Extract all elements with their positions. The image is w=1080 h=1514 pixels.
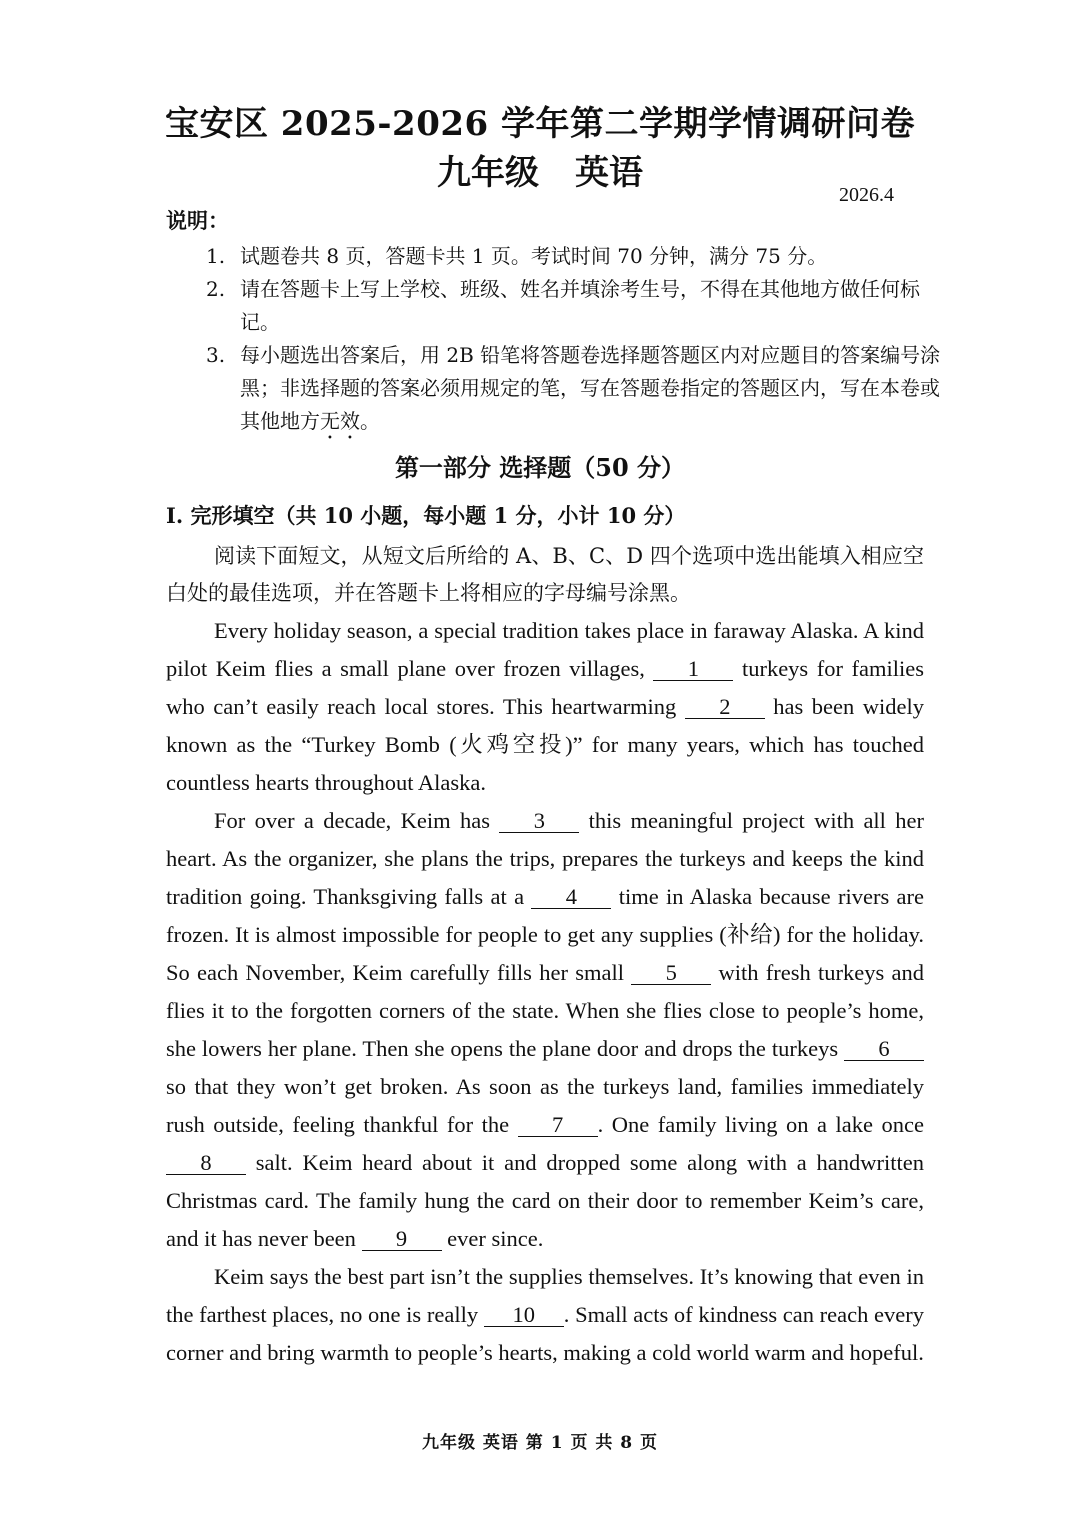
section-title: I. 完形填空（共 10 小题，每小题 1 分，小计 10 分）: [166, 503, 686, 528]
passage-text: For over a decade, Keim has: [214, 808, 500, 833]
passage-text: . Small acts of kindness can reach every corner and bring warmth to people’s hearts, making a cold world warm and hopeful.: [166, 1302, 925, 1365]
note-text: 每小题选出答案后，用 2B 铅笔将答题卷选择题答题区内对应题目的答案编号涂黑；非选择题的答案必须用规定的笔，写在答题卷指定的答题区内，写在本卷或其他地方: [240, 343, 941, 433]
passage-paragraph: [166, 802, 924, 1258]
blank-4: 4: [531, 886, 611, 909]
note-number: 3.: [206, 343, 226, 367]
blank-1: 1: [653, 658, 733, 681]
note-text: 请在答题卡上写上学校、班级、姓名并填涂考生号，不得在其他地方做任何标记。: [240, 277, 920, 334]
page-footer: 九年级 英语 第 1 页 共 8 页: [421, 1433, 659, 1453]
passage-paragraph: [166, 612, 924, 802]
section-instruction: 阅读下面短文，从短文后所给的 A、B、C、D 四个选项中选出能填入相应空白处的最佳选项，并在答题卡上将相应的字母编号涂黑。: [166, 544, 924, 605]
blank-9: 9: [362, 1228, 442, 1251]
passage-text: so that they won’t get broken. As soon as the turkeys land, families immediately rush outside, feeling thankful for the: [166, 1074, 924, 1137]
blank-8: 8: [166, 1152, 246, 1175]
passage-text: with fresh turkeys and flies it to the forgotten corners of the state. When she flies close to people’s home, she lowers her plane. Then she opens the plane door and drops the turkeys: [166, 960, 925, 1061]
grade-subject-line: [0, 145, 1080, 194]
note-item: [206, 240, 924, 273]
note-item: [206, 339, 958, 444]
blank-5: 5: [631, 962, 711, 985]
passage-text: time in Alaska because rivers are frozen. It is almost impossible for people to get any supplies (补给) for the holiday. So each November, Keim carefully fills her small: [166, 884, 924, 985]
passage-text: . One family living on a lake once: [597, 1112, 924, 1137]
passage-text: has been widely known as the “Turkey Bomb (火鸡空投)” for many years, which has touched countless hearts throughout Alaska.: [166, 694, 924, 795]
exam-title: 宝安区 2025-2026 学年第二学期学情调研问卷: [164, 104, 916, 144]
exam-date: 2026.4: [839, 184, 894, 206]
note-text: 试题卷共 8 页，答题卡共 1 页。考试时间 70 分钟，满分 75 分。: [240, 244, 828, 268]
blank-2: 2: [685, 696, 765, 719]
passage-text: Every holiday season, a special tradition takes place in faraway Alaska. A kind pilot Keim flies a small plane over frozen villages,: [166, 618, 924, 681]
blank-10: 10: [484, 1304, 564, 1327]
subject-label: 英语: [575, 153, 643, 193]
note-number: 2.: [206, 277, 226, 301]
passage-text: Keim says the best part isn’t the supplies themselves. It’s knowing that even in the farthest places, no one is really: [166, 1264, 924, 1327]
notes-label: 说明：: [166, 208, 229, 233]
passage-text: turkeys for families who can’t easily reach local stores. This heartwarming: [166, 656, 924, 719]
blank-6: 6: [844, 1038, 924, 1061]
blank-7: 7: [518, 1114, 598, 1137]
emphasis-text: 无效: [320, 409, 360, 433]
passage-text: salt. Keim heard about it and dropped some along with a handwritten Christmas card. The family hung the card on their door to remember Keim’s care, and it has never been: [166, 1150, 924, 1251]
note-item: [206, 273, 958, 339]
part-title: 第一部分 选择题（50 分）: [394, 453, 686, 482]
passage-text: this meaningful project with all her heart. As the organizer, she plans the trips, prepares the turkeys and keeps the kind tradition going. Thanksgiving falls at a: [166, 808, 925, 909]
grade-label: 九年级: [437, 153, 539, 193]
passage-text: ever since.: [441, 1226, 544, 1251]
note-number: 1.: [206, 244, 226, 268]
note-text-end: 。: [360, 409, 380, 433]
passage-paragraph: [166, 1258, 924, 1372]
blank-3: 3: [499, 810, 579, 833]
cloze-passage: [166, 612, 924, 1372]
